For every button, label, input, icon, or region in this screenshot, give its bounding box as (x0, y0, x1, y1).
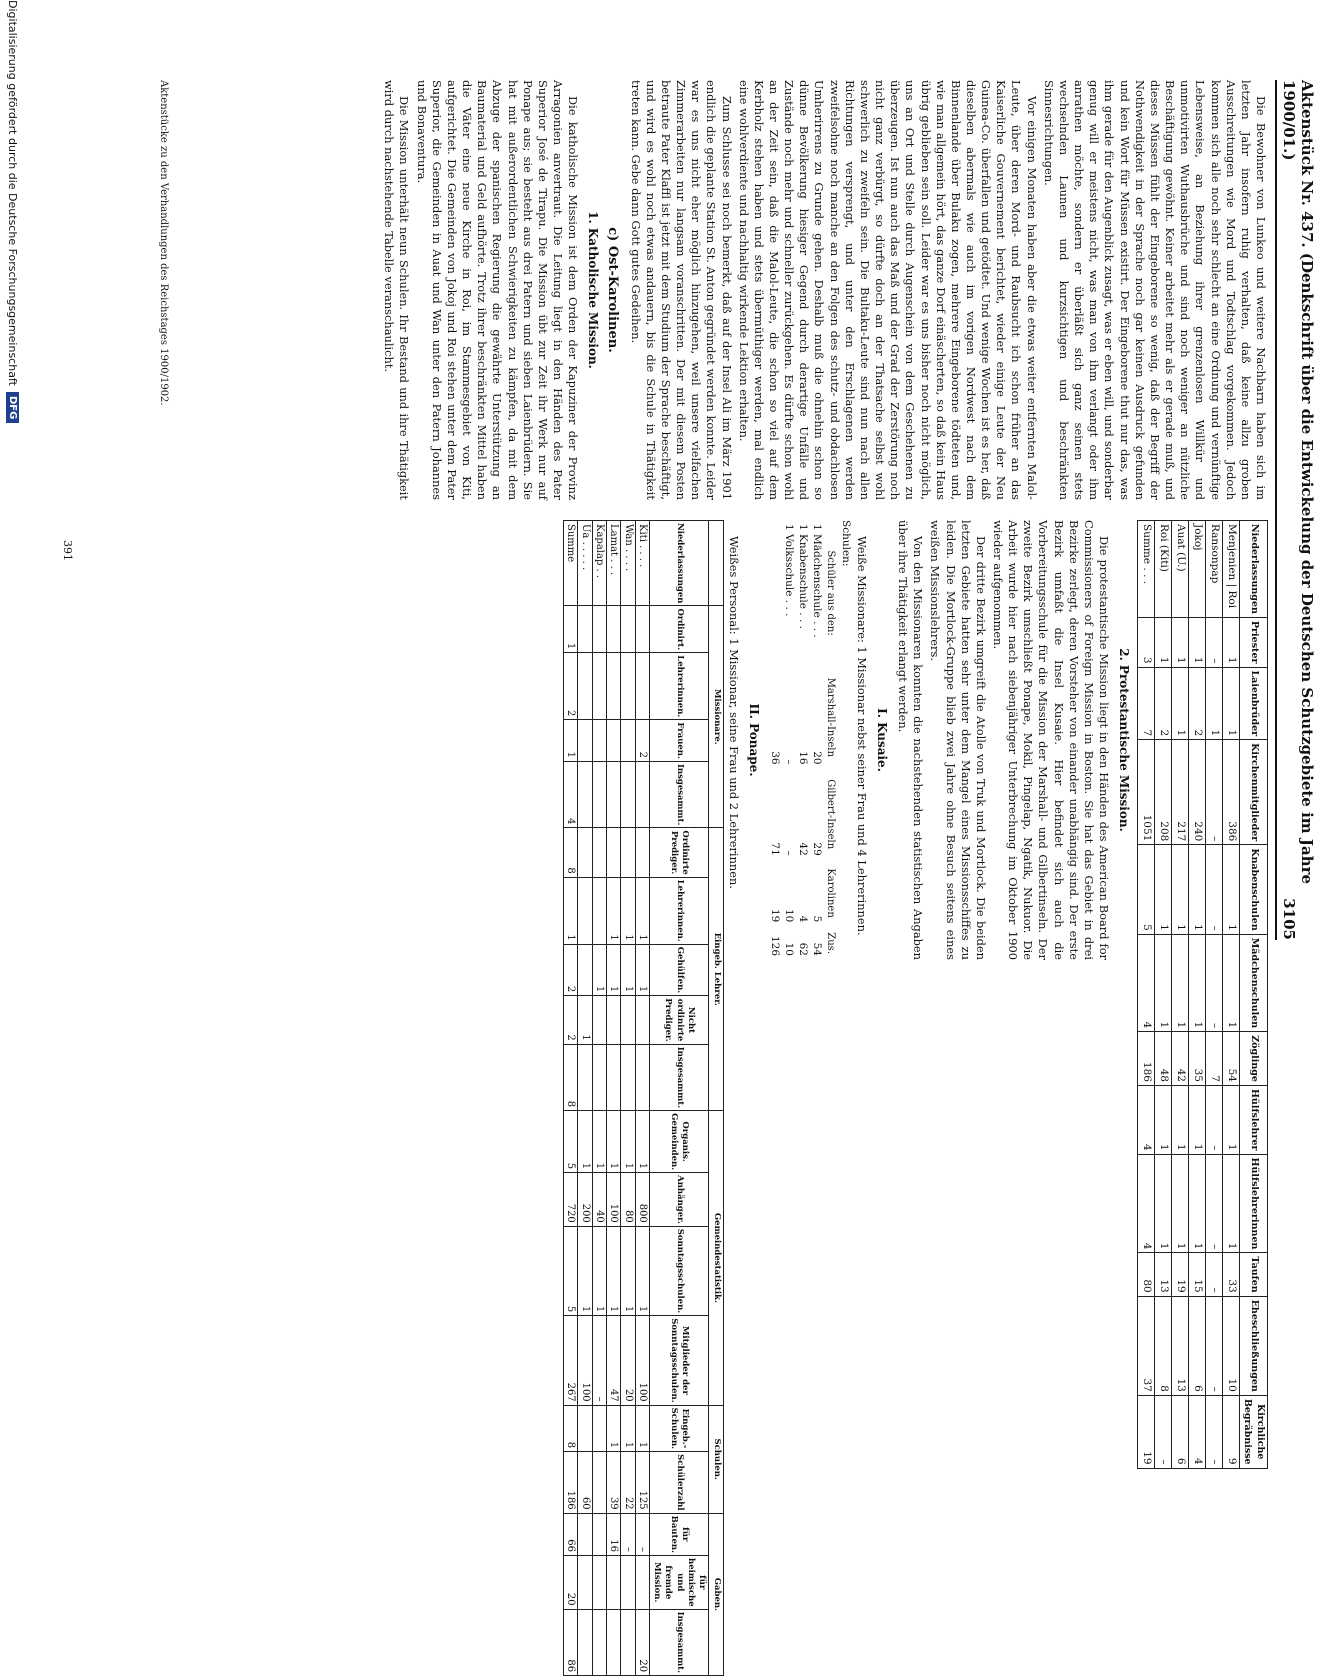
table-cell (592, 1609, 606, 1675)
total-row (767, 520, 781, 960)
table-cell: 7 (1138, 667, 1155, 740)
column-header: Schüler aus den: (824, 550, 836, 636)
table-cell (578, 761, 592, 827)
table-cell: 1 (1188, 845, 1205, 934)
table-cell (606, 1609, 620, 1675)
table-cell: 800 (635, 1173, 649, 1227)
paragraph: Zum Schlusse sei noch bemerkt, daß auf der Insel Ali im März 1901 endlich die geplante Station St. Anton gegründet werden konnte. Leider war es uns nicht eher möglich hinzugehen, weil unsere vielfachen Zimmerarbeiten nur langsam voranschritten. Der mit diesem Posten betraute Pater Klaffl ist jetzt mit dem Studium der Sprache beschäftigt, und wird es wohl noch etwas andauern, bis die Schule in Thätigkeit treten kann. Gebe dann Gott gutes Gedeihen. (628, 80, 734, 500)
paragraph: Von den Missionaren konnten die nachstehenden statistischen Angaben über ihre Thätigkeit erlangt werden. (896, 520, 926, 960)
table-cell: 217 (1171, 740, 1188, 845)
column-group-header (709, 521, 723, 606)
table-cell (635, 1044, 649, 1110)
table-cell: 1 (606, 944, 620, 995)
table-cell (592, 877, 606, 944)
paragraph: Der dritte Bezirk umgreift die Atolle von Truk und Mortlock. Die beiden letzten Gebiete hatten sehr unter dem Mangel eines Missionsschiffes zu leiden. Die Mortlock-Gruppe blieb zwei Jahre ohne Besuch seitens eines weißen Missionslehrers. (928, 520, 988, 960)
table-cell: 2 (635, 720, 649, 762)
table-cell: 15 (1188, 1253, 1205, 1296)
table-cell: 8 (564, 828, 578, 877)
table-cell (606, 828, 620, 877)
table-cell: 200 (578, 1173, 592, 1227)
table-cell: 10 (1222, 1296, 1239, 1395)
column-header: Lehrerinnen. (649, 653, 708, 720)
table-cell: 4 (1188, 1395, 1205, 1468)
table-cell: 8 (564, 1405, 578, 1451)
table-cell: 10 (782, 908, 795, 923)
table-cell: 35 (1188, 1032, 1205, 1086)
ponape-staff: Weißes Personal: 1 Missionar, seine Frau und 2 Lehrerinnen. (726, 536, 741, 889)
table-cell (606, 996, 620, 1044)
table-cell: 2 (564, 996, 578, 1044)
table-cell: 37 (1138, 1296, 1155, 1395)
table-cell: 20 (635, 1609, 649, 1675)
column-header: Zöglinge (1239, 1032, 1267, 1086)
table-cell: 6 (1171, 1395, 1188, 1468)
column-header: Eingeb.-Schulen. (649, 1405, 708, 1451)
digitization-strip (2, 0, 24, 1000)
table-cell: – (1205, 934, 1222, 1031)
ponape-heading: II. Ponape. (746, 703, 761, 777)
table-cell: – (621, 1513, 635, 1555)
table-cell: 1 (1171, 617, 1188, 667)
table-cell: 1 (1222, 667, 1239, 740)
column-header: Knabenschulen (1239, 845, 1267, 934)
table-cell: 60 (578, 1452, 592, 1514)
column-header: Sonntagsschulen. (649, 1226, 708, 1315)
column-header: Niederlassungen (1239, 521, 1267, 618)
table-cell (606, 761, 620, 827)
table-cell (635, 1556, 649, 1610)
table-cell (635, 996, 649, 1044)
table-cell: 5 (564, 1226, 578, 1315)
table-cell: 208 (1154, 740, 1171, 845)
table-cell: Summe (564, 521, 578, 606)
catholic-table (563, 520, 724, 1676)
table-cell: 7 (1205, 1032, 1222, 1086)
table-cell: 1 (621, 877, 635, 944)
kusaie-staff: Weiße Missionare: 1 Missionar nebst seiner Frau und 4 Lehrerinnen. (854, 536, 869, 936)
table-cell: 2 (1188, 667, 1205, 740)
column-header: Schülerzahl (649, 1452, 708, 1514)
page-number: 391 (61, 540, 74, 561)
column-group-header: Gaben. (709, 1513, 723, 1675)
table-cell (635, 761, 649, 827)
table-cell: 54 (810, 942, 823, 956)
stations-table (1137, 520, 1268, 1469)
table-cell: 1 (1171, 667, 1188, 740)
table-cell: 1051 (1138, 740, 1155, 845)
table-cell: 1 (564, 877, 578, 944)
column-header: Frauen. (649, 720, 708, 762)
table-cell: 1 (1222, 617, 1239, 667)
table-cell: 100 (578, 1316, 592, 1405)
table-cell: 1 (621, 1111, 635, 1173)
table-cell (635, 653, 649, 720)
table-cell (621, 1609, 635, 1675)
table-cell: 1 (564, 606, 578, 653)
table-cell (621, 720, 635, 762)
column-group-header: Schulen. (709, 1405, 723, 1513)
table-cell (592, 1044, 606, 1110)
table-cell: 1 (1154, 845, 1171, 934)
column-header: Eheschließungen (1239, 1296, 1267, 1395)
table-cell: Ransonpap (1205, 521, 1222, 618)
table-cell: Kapalap . . (592, 521, 606, 606)
table-cell: 1 (635, 1405, 649, 1451)
table-cell (621, 1556, 635, 1610)
table-cell: Kiti . . . . (635, 521, 649, 606)
table-cell (592, 653, 606, 720)
footer-note: Aktenstücke zu den Verhandlungen des Reichstages 1900/1902. (158, 80, 169, 406)
table-cell: Ua . . . . . (578, 521, 592, 606)
table-row (795, 520, 809, 960)
table-cell: 1 Mädchenschule . . . (810, 524, 823, 638)
table-cell: 86 (564, 1609, 578, 1675)
table-cell: 42 (796, 842, 809, 856)
table-cell (578, 877, 592, 944)
table-cell: 22 (621, 1452, 635, 1514)
table-row (1171, 521, 1188, 1469)
table-cell: 1 (1222, 934, 1239, 1031)
column-header: Ordinirt. (649, 606, 708, 653)
column-header: Ordinirte Prediger. (649, 828, 708, 877)
right-column (563, 520, 1268, 1674)
subsection-heading: 1. Katholische Mission. (586, 211, 601, 369)
table-cell (621, 761, 635, 827)
table-cell: 1 Knabenschule . . . (796, 524, 809, 629)
table-cell: 20 (621, 1316, 635, 1405)
table-cell: 2 (564, 653, 578, 720)
column-header: Kirchenmitglieder (1239, 740, 1267, 845)
table-cell (592, 1513, 606, 1555)
table-cell: 19 (1171, 1253, 1188, 1296)
table-cell: – (592, 1316, 606, 1405)
table-cell: 29 (810, 842, 823, 856)
column-header: Gehülfen. (649, 944, 708, 995)
table-cell (635, 606, 649, 653)
table-cell: 1 (606, 1111, 620, 1173)
column-header: für heimische und fremde Mission. (649, 1556, 708, 1610)
table-cell (578, 1405, 592, 1451)
protestant-heading: 2. Protestantische Mission. (1117, 648, 1132, 832)
column-header: Mädchenschulen (1239, 934, 1267, 1031)
schools-table (767, 520, 838, 960)
column-header: Gilbert-Inseln (824, 779, 836, 850)
table-cell (621, 1044, 635, 1110)
table-cell: 42 (1171, 1032, 1188, 1086)
table-cell: 4 (564, 761, 578, 827)
table-cell: 5 (564, 1111, 578, 1173)
table-cell: 1 (635, 1226, 649, 1315)
table-row (1154, 521, 1171, 1469)
table-cell (592, 720, 606, 762)
table-cell: Summe . . . (1138, 521, 1155, 618)
table-cell: 1 (606, 877, 620, 944)
header-title: Aktenstück Nr. 437. (Denkschrift über die Entwickelung der Deutschen Schutzgebiete im Jahre 1900/01.) (1280, 80, 1316, 885)
table-cell: 1 (1222, 845, 1239, 934)
schools-label: Schulen: (839, 520, 852, 567)
column-header: Priester (1239, 617, 1267, 667)
table-cell (621, 653, 635, 720)
table-cell (592, 606, 606, 653)
column-header: Insgesammt. (649, 1609, 708, 1675)
column-header: Niederlassungen (649, 521, 708, 606)
column-header: Hülfslehrer (1239, 1085, 1267, 1154)
table-cell: 4 (796, 915, 809, 923)
table-cell: 1 (578, 1111, 592, 1173)
column-header: Kirchliche Begräbnisse (1239, 1395, 1267, 1468)
table-cell: – (1205, 1154, 1222, 1253)
table-cell: 1 (635, 1111, 649, 1173)
column-header: Hülfslehrerinnen (1239, 1154, 1267, 1253)
table-cell: 16 (606, 1513, 620, 1555)
table-cell: 80 (1138, 1253, 1155, 1296)
table-cell (606, 720, 620, 762)
table-cell: – (1205, 617, 1222, 667)
column-header: Zus. (824, 932, 836, 954)
table-row (781, 520, 795, 960)
table-cell: 1 (1222, 1085, 1239, 1154)
table-cell: 71 (768, 842, 781, 856)
table-cell: 1 (578, 1226, 592, 1315)
table-row (621, 521, 635, 1676)
table-cell (578, 828, 592, 877)
table-cell (606, 1044, 620, 1110)
table-row (606, 521, 620, 1676)
table-cell: 48 (1154, 1032, 1171, 1086)
table-cell: 100 (606, 1173, 620, 1227)
table-cell (578, 653, 592, 720)
table-cell (592, 1556, 606, 1610)
table-cell (635, 828, 649, 877)
column-header: Nicht ordinirte Prediger. (649, 996, 708, 1044)
table-cell: 2 (1154, 667, 1171, 740)
table-cell (578, 1513, 592, 1555)
table-cell: Roi (Kiti) (1154, 521, 1171, 618)
table-cell (578, 944, 592, 995)
table-cell: 3 (1138, 617, 1155, 667)
paragraph: Vor einigen Monaten haben aber die etwas weiter entfernten Malol-Leute, über deren Mord- und Raubsucht ich schon früher an das Kaiserliche Gouvernement berichtet, wieder einige Leute der Neu Guinea-Co. überfallen und getödtet. Und wenige Wochen ist es her, daß dieselben abermals wie auch im vorigen Nordwest nach dem Binnenlande über Bulaku zogen, mehrere Eingeborene tödteten und, wie man allgemein hört, das ganze Dorf einäscherten, so daß kein Haus übrig geblieben sein soll. Leider war es uns bisher noch nicht möglich, uns an Ort und Stelle durch Augenschein von dem Geschehenen zu überzeugen. Ist nun auch das Maß und der Grad der Zerstörung noch nicht ganz verbürgt, so dürfte doch an der Thatsache selbst wohl schwerlich zu zweifeln sein. Die Bultaku-Leute sind nun nach allen Richtungen versprengt, und unter den Erschlagenen werden zweifelsohne noch manche an den Folgen des schutz- und obdachlosen Umherirrens zu Grunde gehen. Deshalb muß die ohnehin schon so dünne Bevölkerung hiesiger Gegend durch derartige Unfälle und Zustände noch mehr und schneller zurückgehen. Es dürfte schon wohl an der Zeit sein, daß die Malol-Leute, die schon so viel auf dem Kerbholz stehen haben und stets übermüthiger werden, mal endlich eine wohlverdiente und nachhaltig wirkende Lektion erhalten. (736, 80, 1039, 500)
dfg-logo: DFG (7, 392, 20, 423)
table-cell: 1 (1171, 845, 1188, 934)
table-cell: Menjenien | Roi (1222, 521, 1239, 618)
table-cell: – (782, 850, 795, 856)
paragraph: Die katholische Mission ist dem Orden der Kapuziner der Provinz Arragonien anvertraut. Die Leitung liegt in den Händen des Pater Superior José de Tirapu. Die Mission übt zur Zeit ihr Werk nur auf Ponape aus; sie besteht aus drei Patern und sieben Laienbrüdern. Sie hat mit außerordentlichen Schwierigkeiten zu kämpfen, da mit dem Abzuge der spanischen Regierung die gewährte Unterstützung an Baumaterial und Geld aufhörte. Trotz ihrer beschränkten Mittel haben die Väter eine neue Kirche in Roi, im Stammesgebiet von Kiti, aufgerichtet. Die Gemeinden von Jokoj und Roi stehen unter dem Pater Superior, die Gemeinden in Auat und Wan unter den Patern Johannes und Bonaventura. (414, 80, 581, 500)
table-cell: 1 (592, 1111, 606, 1173)
table-cell: 40 (592, 1173, 606, 1227)
table-cell: 1 (1188, 1154, 1205, 1253)
table-cell: 100 (635, 1316, 649, 1405)
column-group-header: Missionare. (709, 606, 723, 828)
table-cell: 5 (1138, 845, 1155, 934)
table-cell: 267 (564, 1316, 578, 1405)
table-cell (578, 720, 592, 762)
table-row (1188, 521, 1205, 1469)
column-header: Marshall-Inseln (824, 677, 836, 758)
table-cell: 720 (564, 1173, 578, 1227)
header-page-number: 3105 (1280, 898, 1298, 940)
table-cell: 1 (1205, 667, 1222, 740)
table-row (1205, 521, 1222, 1469)
table-cell: 1 (606, 1226, 620, 1315)
column-header: Karolinen (824, 868, 836, 918)
table-cell: 16 (796, 751, 809, 765)
table-cell: 13 (1171, 1296, 1188, 1395)
table-cell: – (1205, 1253, 1222, 1296)
table-cell: 386 (1222, 740, 1239, 845)
table-cell (592, 1405, 606, 1451)
table-cell: 1 (1154, 617, 1171, 667)
table-cell: 1 (592, 944, 606, 995)
table-cell (578, 1609, 592, 1675)
page-header (1275, 80, 1316, 940)
table-cell: Jokoj (1188, 521, 1205, 618)
table-row (578, 521, 592, 1676)
table-cell: 19 (768, 908, 781, 923)
table-cell: 80 (621, 1173, 635, 1227)
paragraph: Die Bewohner von Lunkeo und weitere Nachbarn haben sich im letzten Jahr insofern ruhig verhalten, daß keine allzu groben Ausschreitungen wie Mord und Todtschlag vorgekommen. Jedoch kommen sich alle noch sehr schlecht an eine Ordnung und vernünftige Lebensweise, an Beziehung ihrer grenzenlosen Willkür und unmotivirten Wuthausbrüche und sind noch weniger an nützliche Beschäftigung gewöhnt. Keiner arbeitet mehr als er gerade muß, und dieses Müssen fühlt der Eingeborene so wenig, daß der Begriff der Nothwendigkeit in der Sprache noch gar keinen Ausdruck gefunden und kein Wort für Müssen existirt. Der Eingeborene thut nur das, was ihm gerade für den Augenblick zusagt, was er eben will, und sonderbar genug will er meistens nicht, was man von ihm verlangt oder ihm anrathen möchte, sondern er überläßt sich ganz seinen stets wechselnden Launen und kurzsichtigen und beschränkten Sinnesrichtungen. (1041, 80, 1268, 500)
table-cell: 5 (810, 915, 823, 923)
table-cell: 1 (1171, 1154, 1188, 1253)
table-cell: 1 (1171, 1085, 1188, 1154)
table-cell (621, 996, 635, 1044)
table-cell: Auat (U.) (1171, 521, 1188, 618)
column-header: Laienbrüder (1239, 667, 1267, 740)
table-row (809, 520, 823, 960)
paragraph: Die Mission unterhält neun Schulen. Ihr Bestand und ihre Thätigkeit wird durch nachstehende Tabelle veranschaulicht. (382, 80, 412, 500)
digitization-note: Digitalisierung gefördert durch die Deutsche Forschungsgemeinschaft (6, 0, 20, 386)
table-cell: 13 (1154, 1253, 1171, 1296)
table-cell: 20 (810, 751, 823, 765)
table-cell: 1 (1188, 617, 1205, 667)
table-cell: – (1205, 845, 1222, 934)
table-cell: 1 (1188, 934, 1205, 1031)
table-cell: 4 (1138, 1085, 1155, 1154)
table-cell: 186 (564, 1452, 578, 1514)
table-row (1222, 521, 1239, 1469)
table-cell: Wan . . . . (621, 521, 635, 606)
table-cell (767, 520, 781, 666)
table-cell (621, 606, 635, 653)
table-cell: 1 (1154, 1085, 1171, 1154)
table-cell: 1 (1188, 1085, 1205, 1154)
table-cell: 33 (1222, 1253, 1239, 1296)
column-header: Insgesammt. (649, 1044, 708, 1110)
column-header: Lehrerinnen. (649, 877, 708, 944)
table-cell: 36 (768, 751, 781, 765)
table-row (592, 521, 606, 1676)
column-header: Mitglieder der Sonntagsschulen. (649, 1316, 708, 1405)
table-cell: 1 (1154, 934, 1171, 1031)
column-header: Insgesammt. (649, 761, 708, 827)
table-cell: 4 (1138, 1154, 1155, 1253)
table-cell: – (1205, 1296, 1222, 1395)
column-header: Organis. Gemeinden. (649, 1111, 708, 1173)
table-cell: – (1205, 1395, 1222, 1468)
table-cell: 39 (606, 1452, 620, 1514)
table-cell (592, 996, 606, 1044)
table-cell: 1 (1154, 1154, 1171, 1253)
table-cell: 54 (1222, 1032, 1239, 1086)
table-cell (578, 1044, 592, 1110)
table-cell: Lamat . . . (606, 521, 620, 606)
table-cell: 1 Volksschule . . . (782, 524, 795, 617)
table-cell: 1 (592, 1226, 606, 1315)
table-cell: 1 (1222, 1154, 1239, 1253)
table-cell: 126 (768, 935, 781, 956)
table-cell: 19 (1138, 1395, 1155, 1468)
table-cell: 1 (635, 877, 649, 944)
column-header: Anhänger. (649, 1173, 708, 1227)
table-cell: 186 (1138, 1032, 1155, 1086)
table-cell: 1 (1171, 934, 1188, 1031)
table-cell (592, 828, 606, 877)
table-cell: 8 (564, 1044, 578, 1110)
column-header: für Bauten. (649, 1513, 708, 1555)
column-group-header: Eingeb. Lehrer. (709, 828, 723, 1111)
table-cell: 1 (606, 1405, 620, 1451)
column-header: Taufen (1239, 1253, 1267, 1296)
column-group-header: Gemeindestatistik. (709, 1111, 723, 1406)
table-cell (606, 606, 620, 653)
table-cell: 8 (1154, 1296, 1171, 1395)
table-cell: 62 (796, 942, 809, 956)
total-row (1138, 521, 1155, 1469)
table-cell: 1 (564, 720, 578, 762)
table-cell (592, 1452, 606, 1514)
table-cell: – (635, 1513, 649, 1555)
table-cell: 1 (621, 1226, 635, 1315)
total-row (564, 521, 578, 1676)
paragraph: Die protestantische Mission liegt in den Händen des American Board for Commissioners of Foreign Mission in Boston. Sie hat das Gebiet in drei Bezirke zerlegt, deren Vorsteher von einander unabhängig sind. Der erste Bezirk umfaßt die Insel Kusaie. Hier befindet sich auch die Vorbereitungsschule für die Mission der Marshall- und Gilbertinseln. Der zweite Bezirk umschließt Ponape, Mokil, Pingelap, Ngatik, Nukuor. Die Arbeit wurde hier nach siebenjähriger Unterbrechung im Oktober 1900 wieder aufgenommen. (990, 520, 1112, 960)
table-cell: 4 (1138, 934, 1155, 1031)
table-cell (606, 1556, 620, 1610)
table-cell: 10 (782, 942, 795, 956)
table-cell (592, 761, 606, 827)
table-cell: – (1205, 740, 1222, 845)
table-cell: 66 (564, 1513, 578, 1555)
kusaie-heading: I. Kusaie. (874, 708, 889, 772)
left-column (379, 80, 1268, 500)
table-cell: 125 (635, 1452, 649, 1514)
table-cell: – (1154, 1395, 1171, 1468)
table-cell: 240 (1188, 740, 1205, 845)
table-cell: – (782, 759, 795, 765)
table-cell (621, 828, 635, 877)
section-heading: c) Ost-Karolinen. (605, 227, 621, 353)
table-cell (578, 606, 592, 653)
table-cell: 20 (564, 1556, 578, 1610)
table-cell: 1 (578, 996, 592, 1044)
table-cell (606, 653, 620, 720)
table-row (635, 521, 649, 1676)
table-cell (578, 1556, 592, 1610)
table-cell: 1 (621, 1405, 635, 1451)
table-cell: 9 (1222, 1395, 1239, 1468)
table-cell: – (1205, 1085, 1222, 1154)
table-cell: 6 (1188, 1296, 1205, 1395)
table-cell: 1 (621, 944, 635, 995)
table-cell: 2 (564, 944, 578, 995)
table-cell: 47 (606, 1316, 620, 1405)
table-cell: 1 (635, 944, 649, 995)
